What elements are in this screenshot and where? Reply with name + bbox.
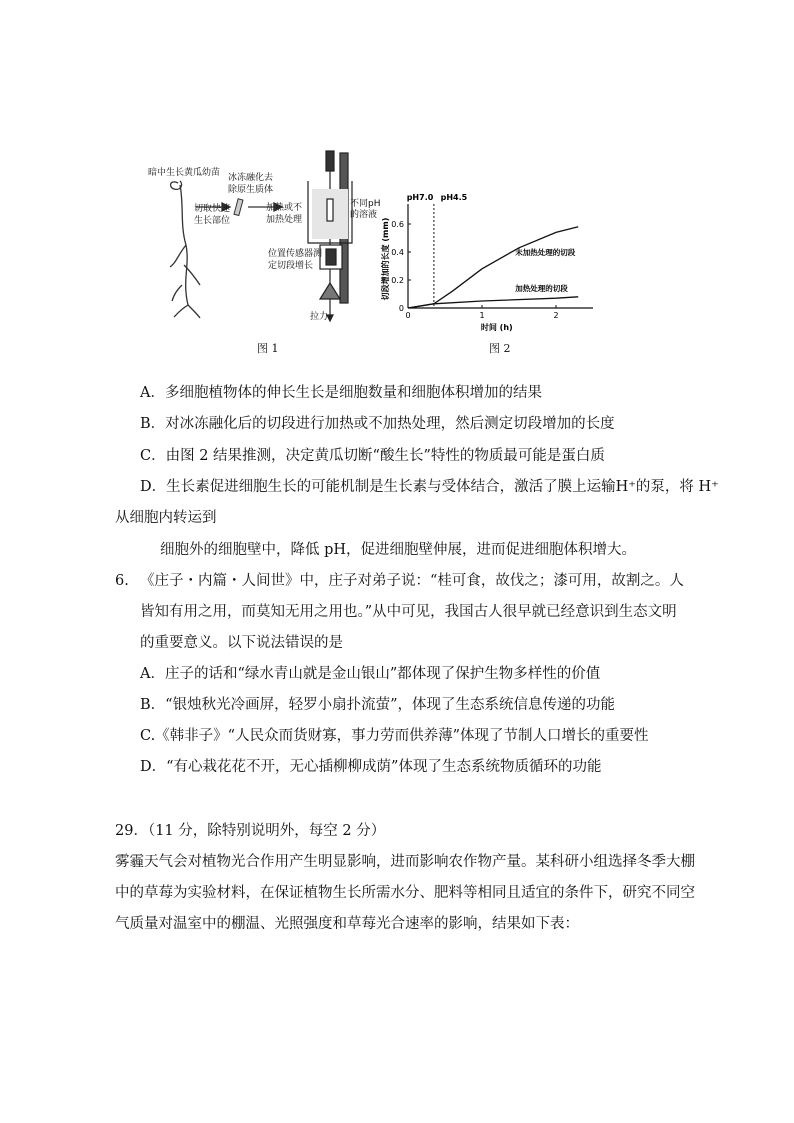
cut-caption-line2: 生长部位 (194, 216, 231, 226)
q29-header: 29．（11 分，除特别说明外，每空 2 分） (115, 823, 386, 839)
freeze-caption-line1: 冰冻融化去 (228, 173, 274, 183)
q6-option-c: C.《韩非子》“人民众而货财寡，事力劳而供养薄”体现了节制人口增长的重要性 (140, 728, 649, 744)
heat-caption-line1: 加热或不 (266, 203, 303, 213)
series-line-1 (408, 227, 578, 308)
y-tick-label: 0.2 (391, 276, 404, 285)
stem-segment (234, 199, 243, 216)
x-tick-label: 1 (479, 311, 485, 320)
figure-2-chart (378, 180, 608, 340)
force-caption: 拉力 (310, 312, 329, 322)
q29-line1: 雾霾天气会对植物光合作用产生明显影响，进而影响农作物产量。某科研小组选择冬季大棚 (115, 854, 695, 870)
q6-option-a: A．庄子的话和“绿水青山就是金山银山”都体现了保护生物多样性的价值 (140, 666, 601, 682)
q29-line2: 中的草莓为实验材料，在保证植物生长所需水分、肥料等相同且适宜的条件下，研究不同空 (115, 885, 695, 901)
freeze-caption-line2: 除原生质体 (228, 185, 274, 195)
q5-option-c: C．由图 2 结果推测，决定黄瓜切断“酸生长”特性的物质最可能是蛋白质 (140, 448, 605, 464)
q29-line3: 气质量对温室中的棚温、光照强度和草莓光合速率的影响，结果如下表： (115, 916, 579, 932)
q5-option-d-line2: 从细胞内转运到 (115, 510, 217, 526)
q5-option-b: B．对冰冻融化后的切段进行加热或不加热处理，然后测定切段增加的长度 (140, 416, 615, 432)
y-tick-label: 0.4 (391, 248, 404, 257)
q6-stem-line2: 皆知有用之用，而莫知无用之用也。”从中可见，我国古人很早就已经意识到生态文明 (140, 604, 677, 620)
sensor-caption-line1: 位置传感器测 (268, 249, 323, 259)
solution-caption-line2: 的溶液 (350, 210, 378, 220)
ph-label-2: pH4.5 (440, 193, 468, 202)
q6-stem-line1: 《庄子・内篇・人间世》中，庄子对弟子说：“桂可食，故伐之；漆可用，故割之。人 (140, 573, 684, 589)
q6-option-d: D．“有心栽花花不开，无心插柳柳成荫”体现了生态系统物质循环的功能 (140, 759, 602, 775)
x-axis-label: 时间 (h) (480, 323, 513, 332)
curve-label-unheated: 未加热处理的切段 (515, 247, 576, 257)
q6-number: 6. (115, 573, 129, 589)
figure-2-label: 图 2 (489, 342, 511, 355)
sensor-caption-line2: 定切段增长 (268, 261, 314, 271)
y-tick-label: 0 (398, 304, 404, 313)
figure-1-label: 图 1 (257, 342, 279, 355)
y-axis-label: 切段增加的长度 (mm) (381, 217, 390, 301)
heat-caption-line2: 加热处理 (266, 215, 303, 225)
q6-option-b: B．“银烛秋光冷画屏，轻罗小扇扑流萤”，体现了生态系统信息传递的功能 (140, 697, 615, 713)
curve-label-heated: 加热处理的切段 (515, 284, 568, 294)
x-tick-label: 0 (405, 311, 411, 320)
q6-stem-line3: 的重要意义。以下说法错误的是 (140, 635, 343, 651)
solution-caption-line1: 不同pH (350, 199, 381, 209)
seedling-caption: 暗中生长黄瓜幼苗 (148, 168, 221, 178)
q5-option-a: A．多细胞植物体的伸长生长是细胞数量和细胞体积增加的结果 (140, 385, 542, 401)
ph-label-1: pH7.0 (406, 193, 434, 202)
x-tick-label: 2 (553, 311, 559, 320)
measurement-apparatus (308, 151, 352, 321)
series-line-2 (408, 297, 578, 308)
cut-caption-line1: 切取快速 (194, 204, 231, 214)
q5-option-d-line1: D．生长素促进细胞生长的可能机制是生长素与受体结合，激活了膜上运输H⁺的泵，将 H⁺ (140, 479, 719, 495)
y-tick-label: 0.6 (391, 220, 404, 229)
q5-option-d-line3: 细胞外的细胞壁中，降低 pH，促进细胞壁伸展，进而促进细胞体积增大。 (160, 542, 637, 558)
